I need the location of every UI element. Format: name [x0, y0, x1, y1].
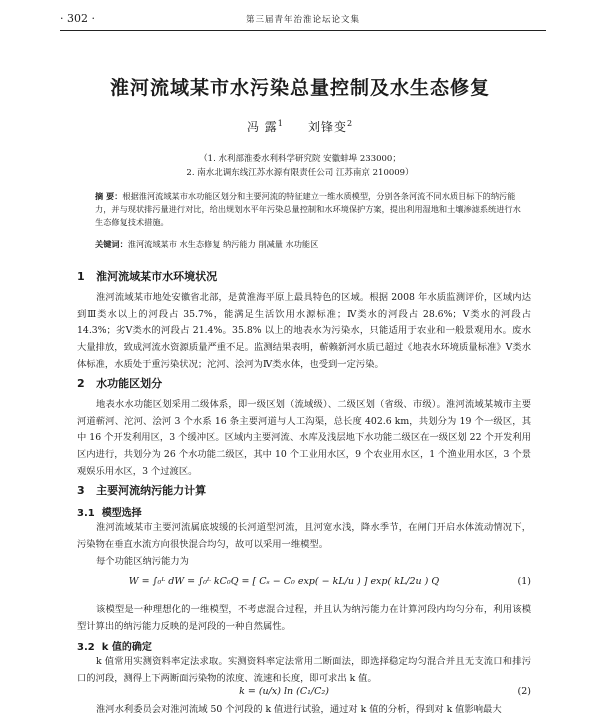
equation-body: k = (u/x) ln (C₁/C₂)	[239, 686, 329, 697]
running-header	[60, 10, 546, 31]
keywords-text: 淮河流域某市 水生态修复 纳污能力 削减量 水功能区	[127, 239, 319, 249]
body-paragraph: 每个功能区纳污能力为	[96, 556, 189, 567]
section-title: 水功能区划分	[96, 377, 163, 390]
author-name: 刘锋变	[307, 120, 347, 134]
subsection-title: k 值的确定	[101, 642, 152, 653]
section-heading	[77, 268, 217, 284]
section-title: 淮河流域某市水环境状况	[96, 270, 218, 283]
subsection-number: 3.1	[77, 508, 95, 519]
body-paragraph: 淮河流域某市主要河流属底坡缓的长河道型河流，且河宽水浅，降水季节，在闸门开启水体流动情况下，污染物在垂直水流方向很快混合均匀，故可以采用一维模型。	[77, 522, 531, 550]
authors	[0, 118, 600, 135]
section-number: 1	[77, 270, 85, 283]
subsection-heading	[77, 638, 152, 653]
affiliation-line: 2. 南水北调东线江苏水源有限责任公司 江苏南京 210009）	[186, 168, 414, 178]
journal-name: 第三届青年治淮论坛论文集	[245, 15, 360, 25]
page-number: · 302 ·	[60, 12, 95, 25]
section-number: 3	[77, 484, 85, 497]
keywords	[95, 238, 525, 251]
equation-body: W = ∫₀ᴸ dW = ∫₀ᴸ kC₀Q = [ Cₛ − C₀ exp( − kL/u ) ] exp( kL/2u ) Q	[128, 576, 440, 587]
abstract-text: 根据淮河流域某市水功能区划分和主要河流的特征建立一维水质模型，分别各条河流不同水质目标下的纳污能力，并与现状排污量进行对比，给出规划水平年污染总量控制和水环境保护方案，提出利用湿地和土壤渗滤系统进行水生态修复技术措施。	[95, 191, 521, 227]
body-paragraph: k 值常用实测资料率定法求取。实测资料率定法常用二断面法，即选择稳定均匀混合并且无支流口和排污口的河段，测得上下两断面污染物的浓度、流速和长度，即可求出 k 值。	[77, 656, 531, 684]
section-heading	[77, 482, 206, 498]
body-paragraph: 淮河水利委员会对淮河流域 50 个河段的 k 值进行试验，通过对 k 值的分析，得到对 k 值影响最大	[96, 704, 502, 715]
equation-number: (1)	[517, 576, 531, 587]
section-number: 2	[77, 377, 85, 390]
abstract	[95, 190, 525, 229]
subsection-heading	[77, 504, 142, 519]
author-name: 冯 露	[246, 120, 278, 134]
body-paragraph: 淮河流域某市地处安徽省北部，是黄淮海平原上最具特色的区域。根据 2008 年水质监测评价，区域内达到Ⅲ类水以上的河段占 35.7%，能满足生活饮用水源标准；Ⅳ类水的河段占 28.6%；Ⅴ类水的河段占 14.3%；劣Ⅴ类水的河段占 21.4%。35.8% 以上的地表水为污染水，只能适用于农业和一般景观用水。废水大量排放，致成河流水资源质量严重不足。监测结果表明，蕲赖新河水质已超过《地表水环境质量标准》Ⅴ类水体标准，水质处于重污染状况；沱河、浍河为Ⅳ类水体，也受到一定污染。	[77, 292, 531, 370]
section-heading	[77, 375, 162, 391]
equation-number: (2)	[517, 686, 531, 697]
body-paragraph: 该模型是一种理想化的一维模型，不考虑混合过程，并且认为纳污能力在计算河段内均匀分布，利用该模型计算出的纳污能力反映的是河段的一种自然属性。	[77, 604, 531, 632]
author-affiliation-mark: 2	[346, 119, 354, 128]
subsection-number: 3.2	[77, 642, 95, 653]
section-title: 主要河流纳污能力计算	[96, 484, 207, 497]
author-affiliation-mark: 1	[277, 119, 284, 128]
affiliation-line: （1. 水利部淮委水利科学研究院 安徽蚌埠 233000；	[199, 154, 401, 164]
abstract-label: 摘 要：	[95, 191, 123, 201]
keywords-label: 关键词：	[95, 239, 128, 249]
subsection-title: 模型选择	[101, 508, 142, 519]
paper-title: 淮河流域某市水污染总量控制及水生态修复	[109, 77, 490, 99]
body-paragraph: 地表水水功能区划采用二级体系，即一级区划（流域级）、二级区划（省级、市级）。淮河流域某城市主要河道蕲河、沱河、浍河 3 个水系 16 条主要河道与人工沟渠，总长度 402.6 km，共划分为 19 个一级区，其中 16 个开发利用区，3 个缓冲区。区域内主要河流、水库及浅层地下水功能二级区在一级区划 22 个开发利用区内进行，共划分为 26 个水功能二级区，其中 10 个工业用水区，9 个农业用水区，1 个渔业用水区，3 个景观娱乐用水区，3 个过渡区。	[77, 399, 531, 477]
